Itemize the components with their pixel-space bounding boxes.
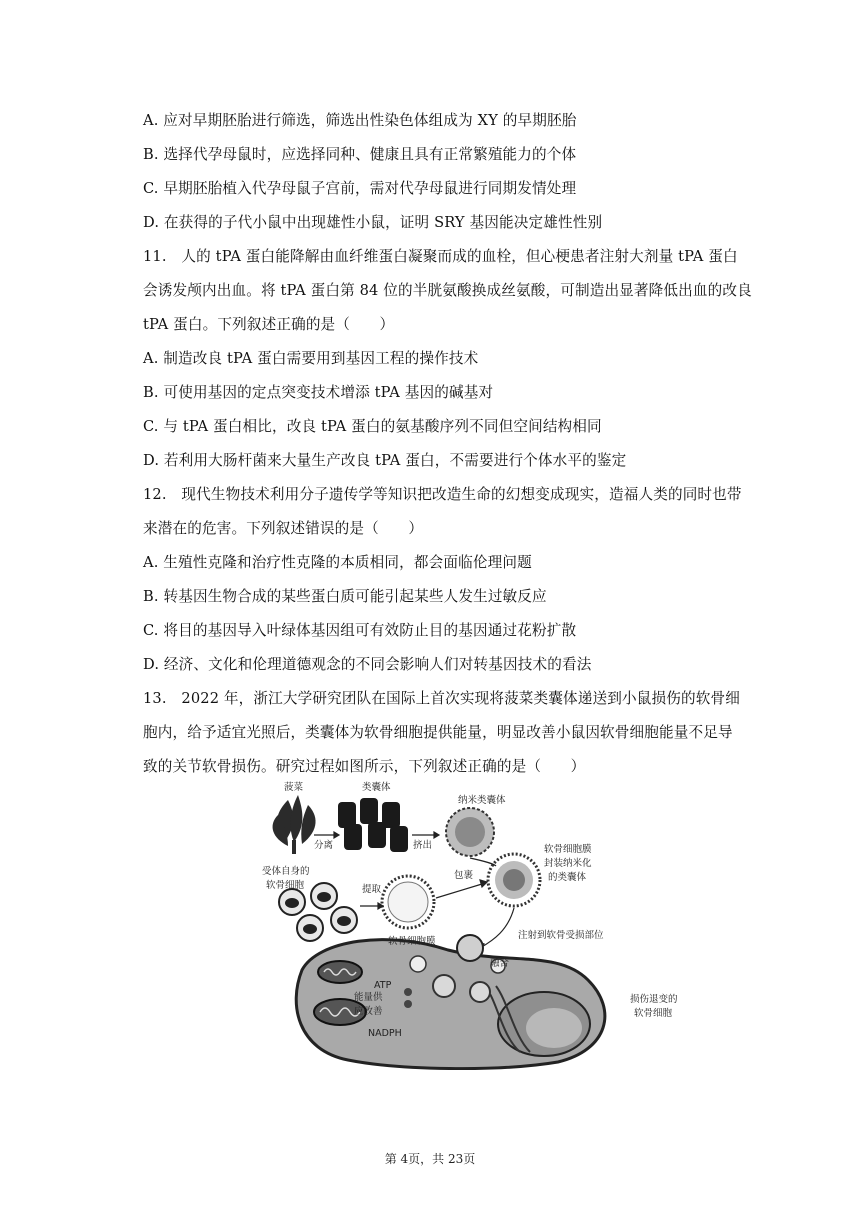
- label-energy-line-1: 能量供: [354, 992, 383, 1003]
- label-extrude: 挤出: [413, 840, 433, 851]
- q12-stem-line-2: 来潜在的危害。下列叙述错误的是（ ）: [143, 520, 424, 537]
- page-footer: 第 4页，共 23页: [384, 1152, 476, 1166]
- label-nano-thylakoid: 纳米类囊体: [458, 795, 506, 806]
- q12-option-d: D. 经济、文化和伦理道德观念的不同会影响人们对转基因技术的看法: [143, 656, 592, 673]
- q11-option-c: C. 与 tPA 蛋白相比，改良 tPA 蛋白的氨基酸序列不同但空间结构相同: [143, 418, 602, 435]
- label-fusion: 融合: [490, 958, 510, 969]
- thylakoid-delivery-figure: [258, 780, 762, 1070]
- q13-stem-line-2: 胞内，给予适宜光照后，类囊体为软骨细胞提供能量，明显改善小鼠因软骨细胞能量不足导: [143, 724, 733, 741]
- label-inject: 注射到软骨受损部位: [518, 930, 604, 941]
- q12-option-a: A. 生殖性克隆和治疗性克隆的本质相同，都会面临伦理问题: [143, 554, 532, 571]
- damaged-chondrocyte-icon: [296, 935, 605, 1069]
- q12-option-c: C. 将目的基因导入叶绿体基因组可有效防止目的基因通过花粉扩散: [143, 622, 577, 639]
- spinach-icon: [273, 795, 316, 854]
- label-nadph: NADPH: [368, 1028, 402, 1039]
- label-coated-line-1: 软骨细胞膜: [544, 844, 592, 855]
- coated-thylakoid-icon: [488, 854, 540, 906]
- recipient-cells-icon: [279, 883, 357, 941]
- thylakoid-stacks-icon: [338, 798, 408, 852]
- label-recipient-line-1: 受体自身的: [262, 866, 310, 877]
- q10-option-d: D. 在获得的子代小鼠中出现雄性小鼠，证明 SRY 基因能决定雄性性别: [143, 214, 603, 231]
- q10-option-c: C. 早期胚胎植入代孕母鼠子宫前，需对代孕母鼠进行同期发情处理: [143, 180, 577, 197]
- q12-stem-line-1: 12. 现代生物技术利用分子遗传学等知识把改造生命的幻想变成现实，造福人类的同时也带: [143, 486, 742, 503]
- q13-stem-line-3: 致的关节软骨损伤。研究过程如图所示，下列叙述正确的是（ ）: [143, 758, 586, 775]
- label-membrane: 软骨细胞膜: [388, 936, 436, 947]
- nano-thylakoid-icon: [446, 808, 494, 856]
- q10-option-a: A. 应对早期胚胎进行筛选，筛选出性染色体组成为 XY 的早期胚胎: [143, 112, 577, 129]
- q12-option-b: B. 转基因生物合成的某些蛋白质可能引起某些人发生过敏反应: [143, 588, 547, 605]
- label-atp: ATP: [374, 980, 392, 991]
- membrane-vesicle-icon: [382, 876, 434, 928]
- label-damaged-line-1: 损伤退变的: [630, 994, 678, 1005]
- q11-stem-line-3: tPA 蛋白。下列叙述正确的是（ ）: [143, 316, 395, 333]
- q11-stem-line-2: 会诱发颅内出血。将 tPA 蛋白第 84 位的半胱氨酸换成丝氨酸，可制造出显著降低出血的改良: [143, 282, 752, 299]
- figure-drawing: [258, 780, 762, 1070]
- q11-option-b: B. 可使用基因的定点突变技术增添 tPA 基因的碱基对: [143, 384, 494, 401]
- label-recipient-line-2: 软骨细胞: [266, 880, 305, 891]
- q11-option-d: D. 若利用大肠杆菌来大量生产改良 tPA 蛋白，不需要进行个体水平的鉴定: [143, 452, 627, 469]
- label-separate: 分离: [314, 840, 334, 851]
- label-extract: 提取: [362, 884, 382, 895]
- label-energy-line-2: 应改善: [354, 1006, 383, 1017]
- label-wrap: 包裹: [454, 870, 474, 881]
- label-damaged-line-2: 软骨细胞: [634, 1008, 673, 1019]
- label-coated-line-2: 封装纳米化: [544, 858, 592, 869]
- q11-stem-line-1: 11. 人的 tPA 蛋白能降解由血纤维蛋白凝聚而成的血栓，但心梗患者注射大剂量 tPA 蛋白: [143, 248, 738, 265]
- q11-option-a: A. 制造改良 tPA 蛋白需要用到基因工程的操作技术: [143, 350, 479, 367]
- q10-option-b: B. 选择代孕母鼠时，应选择同种、健康且具有正常繁殖能力的个体: [143, 146, 577, 163]
- q13-stem-line-1: 13. 2022 年，浙江大学研究团队在国际上首次实现将菠菜类囊体递送到小鼠损伤的软骨细: [143, 690, 740, 707]
- label-coated-line-3: 的类囊体: [548, 872, 587, 883]
- label-spinach: 菠菜: [284, 782, 304, 793]
- label-thylakoid: 类囊体: [362, 782, 391, 793]
